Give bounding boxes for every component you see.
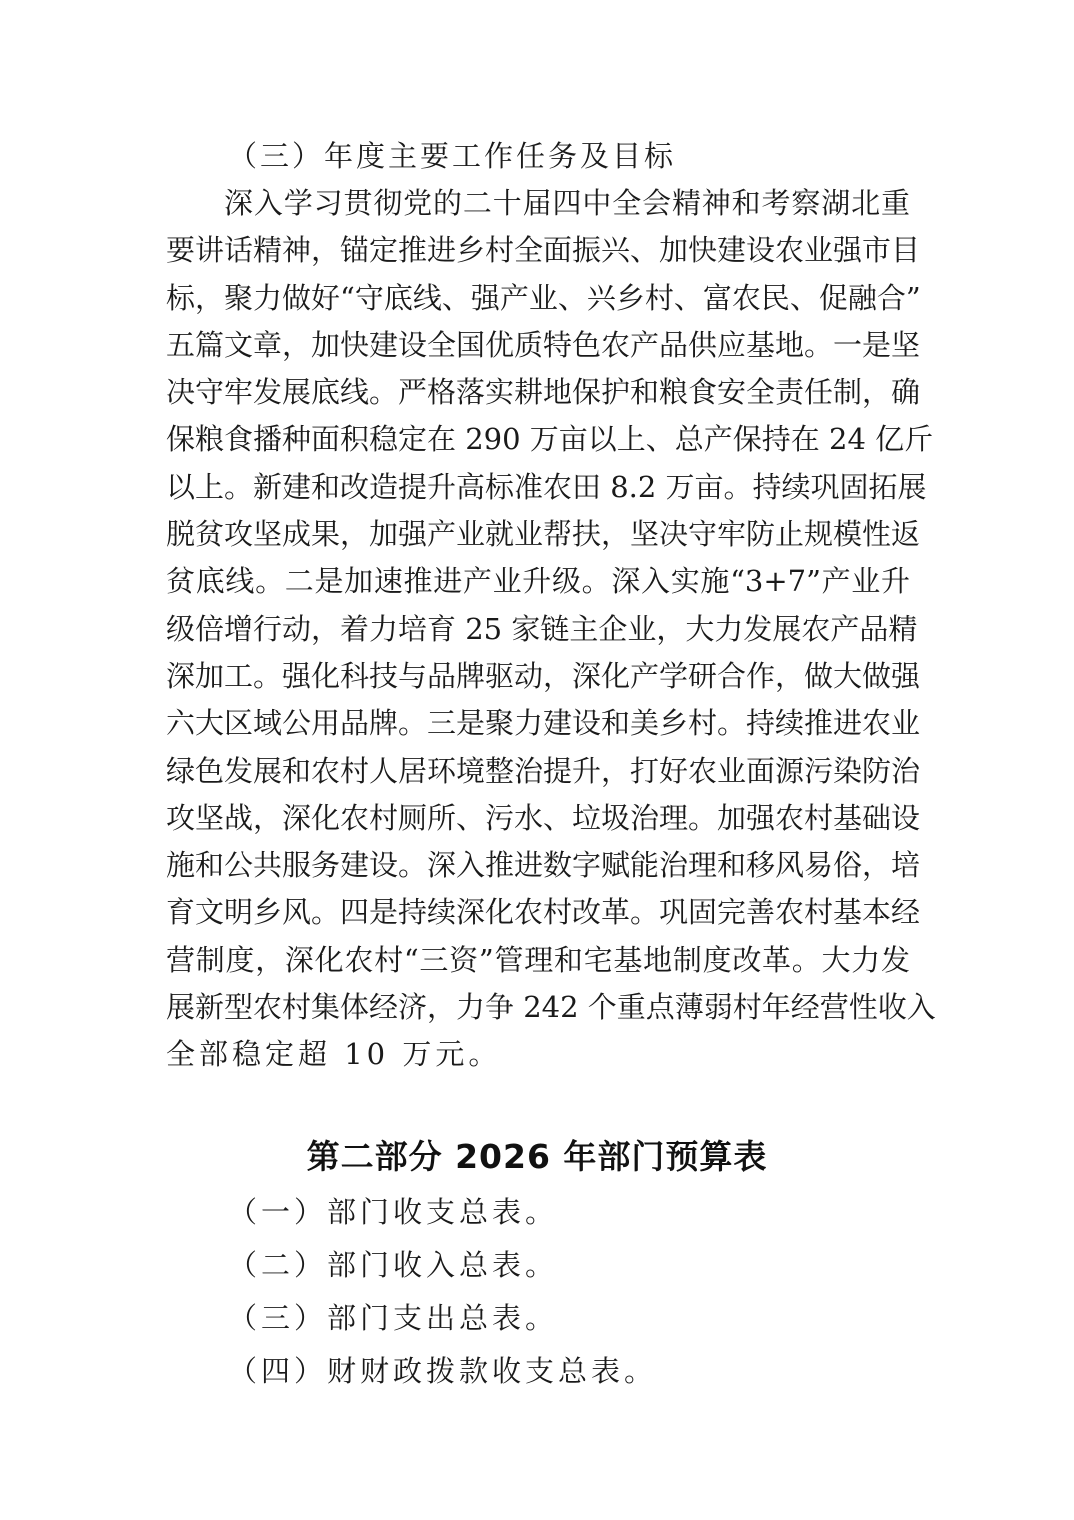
- body-line: 营制度，深化农村“三资”管理和宅基地制度改革。大力发: [166, 942, 910, 977]
- table-list: [228, 1186, 657, 1398]
- table-list-item: （一）部门收支总表。: [228, 1195, 559, 1229]
- body-line: 育文明乡风。四是持续深化农村改革。巩固完善农村基本经: [166, 895, 921, 930]
- body-line: 绿色发展和农村人居环境整治提升，打好农业面源污染防治: [166, 753, 921, 788]
- body-line: 脱贫攻坚成果，加强产业就业帮扶，坚决守牢防止规模性返: [166, 517, 921, 552]
- part-title: 第二部分 2026 年部门预算表: [306, 1137, 768, 1176]
- section-body: [166, 180, 936, 1079]
- section-heading: （三）年度主要工作任务及目标: [228, 139, 677, 173]
- body-line: 要讲话精神，锚定推进乡村全面振兴、加快建设农业强市目: [166, 233, 921, 268]
- body-line: 以上。新建和改造提升高标准农田 8.2 万亩。持续巩固拓展: [166, 469, 927, 504]
- body-line: 深加工。强化科技与品牌驱动，深化产学研合作，做大做强: [166, 658, 921, 693]
- table-list-item: （三）部门支出总表。: [228, 1301, 559, 1335]
- body-line: 六大区域公用品牌。三是聚力建设和美乡村。持续推进农业: [166, 706, 921, 741]
- table-list-item: （四）财财政拨款收支总表。: [228, 1354, 658, 1388]
- body-line: 决守牢发展底线。严格落实耕地保护和粮食安全责任制，确: [166, 375, 921, 410]
- body-line: 级倍增行动，着力培育 25 家链主企业，大力发展农产品精: [166, 611, 918, 646]
- body-line: 标，聚力做好“守底线、强产业、兴乡村、富农民、促融合”: [166, 280, 921, 315]
- body-line: 五篇文章，加快建设全国优质特色农产品供应基地。一是坚: [166, 327, 921, 362]
- body-line: 攻坚战，深化农村厕所、污水、垃圾治理。加强农村基础设: [166, 800, 921, 835]
- body-line: 深入学习贯彻党的二十届四中全会精神和考察湖北重: [224, 186, 910, 220]
- body-line: 展新型农村集体经济，力争 242 个重点薄弱村年经营性收入: [166, 990, 936, 1025]
- body-line: 施和公共服务建设。深入推进数字赋能治理和移风易俗，培: [166, 848, 921, 883]
- body-line: 保粮食播种面积稳定在 290 万亩以上、总产保持在 24 亿斤: [166, 422, 934, 457]
- body-line: 贫底线。二是加速推进产业升级。深入实施“3+7”产业升: [166, 564, 910, 599]
- table-list-item: （二）部门收入总表。: [228, 1248, 559, 1282]
- body-line: 全部稳定超 10 万元。: [166, 1037, 502, 1072]
